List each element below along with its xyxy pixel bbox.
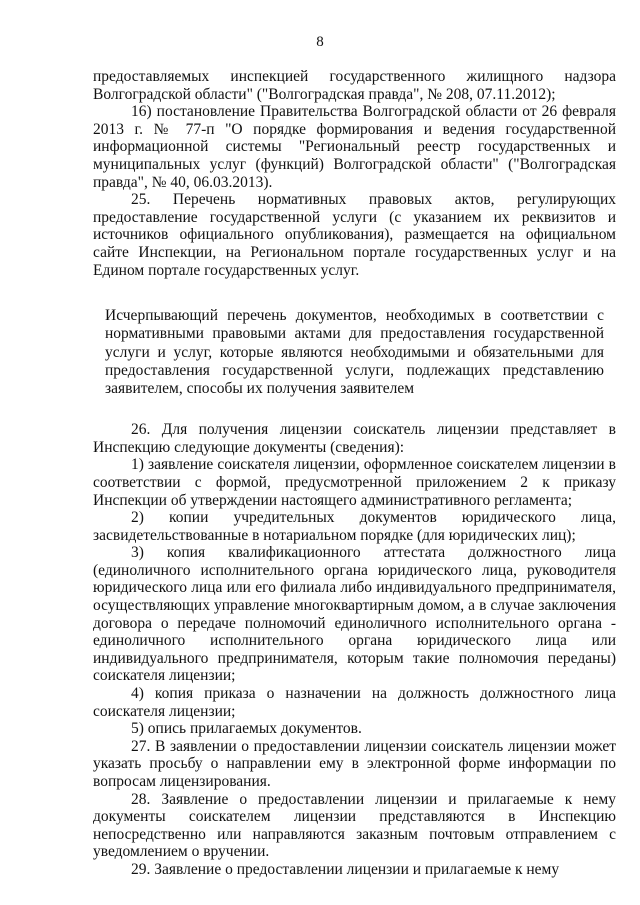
page-number: 8 (316, 34, 324, 50)
paragraph-continuation: предоставляемых инспекцией государственного жилищного надзора Волгоградской области" ("Волгоградская правда", № 208, 07.11.2012); (93, 68, 616, 103)
section-heading: Исчерпывающий перечень документов, необходимых в соответствии с нормативными правовыми актами для предоставления государственной услуги и услуг, которые являются необходимыми и обязательными для предоставления государственной услуги, подлежащих представлению заявителем, способы их получения заявителем (105, 307, 604, 397)
list-item-5: 5) опись прилагаемых документов. (131, 720, 362, 738)
paragraph-28: 28. Заявление о предоставлении лицензии и прилагаемые к нему документы соискателем лицензии представляются в Инспекцию непосредственно или направляются заказным почтовым отправлением с уведомлением о вручении. (93, 790, 616, 861)
document-body (93, 68, 616, 879)
list-item-4: 4) копия приказа о назначении на должность должностного лица соискателя лицензии; (93, 685, 616, 720)
paragraph-27: 27. В заявлении о предоставлении лицензии соискатель лицензии может указать просьбу о направлении ему в электронной форме информации по вопросам лицензирования. (93, 737, 616, 791)
list-item-1: 1) заявление соискателя лицензии, оформленное соискателем лицензии в соответствии с формой, предусмотренной приложением 2 к приказу Инспекции об утверждении настоящего административного регламента; (93, 456, 616, 509)
paragraph-25: 25. Перечень нормативных правовых актов, регулирующих предоставление государственной услуги (с указанием их реквизитов и источников официального опубликования), размещается на официальном сайте Инспекции, на Региональном портале государственных услуг и на Едином портале государственных услуг. (93, 191, 616, 279)
list-item-3: 3) копия квалификационного аттестата должностного лица (единоличного исполнительного органа юридического лица, руководителя юридического лица или его филиала либо индивидуального предпринимателя, осуществляющих управление многоквартирным домом, а в случае заключения договора о передаче полномочий единоличного исполнительного органа - единоличного исполнительного органа юридического лица или индивидуального предпринимателя, которым такие полномочия переданы) соискателя лицензии; (93, 544, 616, 685)
list-item-16: 16) постановление Правительства Волгоградской области от 26 февраля 2013 г. № 77-п "О порядке формирования и ведения государственной информационной системы "Региональный реестр государственных и муниципальных услуг (функций) Волгоградской области" ("Волгоградская правда", № 40, 06.03.2013). (93, 103, 616, 191)
paragraph-26: 26. Для получения лицензии соискатель лицензии представляет в Инспекцию следующие документы (сведения): (93, 421, 616, 456)
paragraph-29: 29. Заявление о предоставлении лицензии и прилагаемые к нему (131, 860, 560, 878)
list-item-2: 2) копии учредительных документов юридического лица, засвидетельствованные в нотариальном порядке (для юридических лиц); (93, 509, 616, 544)
